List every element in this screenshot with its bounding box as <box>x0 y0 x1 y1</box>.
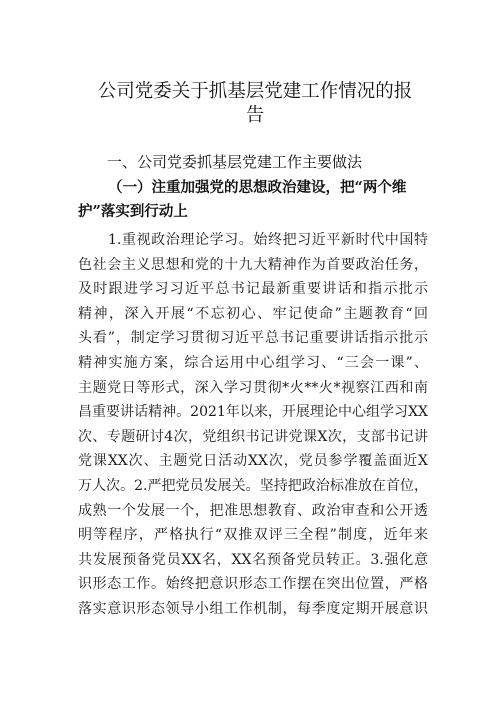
body-line: 头看”，制定学习贯彻习近平总书记重要讲话指示批示 <box>78 330 428 347</box>
body-line: 次、专题研讨4次，党组织书记讲党课X次，支部书记讲 <box>78 428 428 445</box>
body-line: 主题党日等形式，深入学习贯彻*火**火*视察江西和南 <box>78 379 428 396</box>
subsection-heading-line-1: （一）注重加强党的思想政治建设，把“两个维 <box>108 179 407 196</box>
section-heading: 一、公司党委抓基层党建工作主要做法 <box>107 153 363 171</box>
body-line: 精神实施方案，综合运用中心组学习、“三会一课”、 <box>78 354 428 371</box>
subsection-heading-line-2: 护”落实到行动上 <box>78 203 188 220</box>
body-line: 1.重视政治理论学习。始终把习近平新时代中国特 <box>108 232 428 248</box>
body-line: 明等程序，严格执行“双推双评三全程”制度，近年来 <box>78 527 428 544</box>
body-line: 万人次。2.严把党员发展关。坚持把政治标准放在首位， <box>78 477 428 494</box>
body-line: 识形态工作。始终把意识形态工作摆在突出位置，严格 <box>78 576 428 593</box>
body-line: 及时跟进学习习近平总书记最新重要讲话和指示批示 <box>78 281 428 298</box>
document-title: 公司党委关于抓基层党建工作情况的报告 <box>97 81 413 126</box>
body-line: 共发展预备党员XX名，XX名预备党员转正。3.强化意 <box>78 551 428 568</box>
body-text <box>78 228 428 622</box>
body-line: 色社会主义思想和党的十九大精神作为首要政治任务， <box>78 256 428 273</box>
body-line: 精神，深入开展“不忘初心、牢记使命”主题教育“回 <box>78 305 428 322</box>
body-line: 落实意识形态领导小组工作机制，每季度定期开展意识 <box>78 600 428 617</box>
body-line: 成熟一个发展一个，把准思想教育、政治审查和公开透 <box>78 502 428 519</box>
subsection-heading <box>78 176 428 224</box>
body-line: 党课XX次、主题党日活动XX次，党员参学覆盖面近X <box>78 453 428 470</box>
body-line: 昌重要讲话精神。2021年以来，开展理论中心组学习XX <box>78 404 428 421</box>
